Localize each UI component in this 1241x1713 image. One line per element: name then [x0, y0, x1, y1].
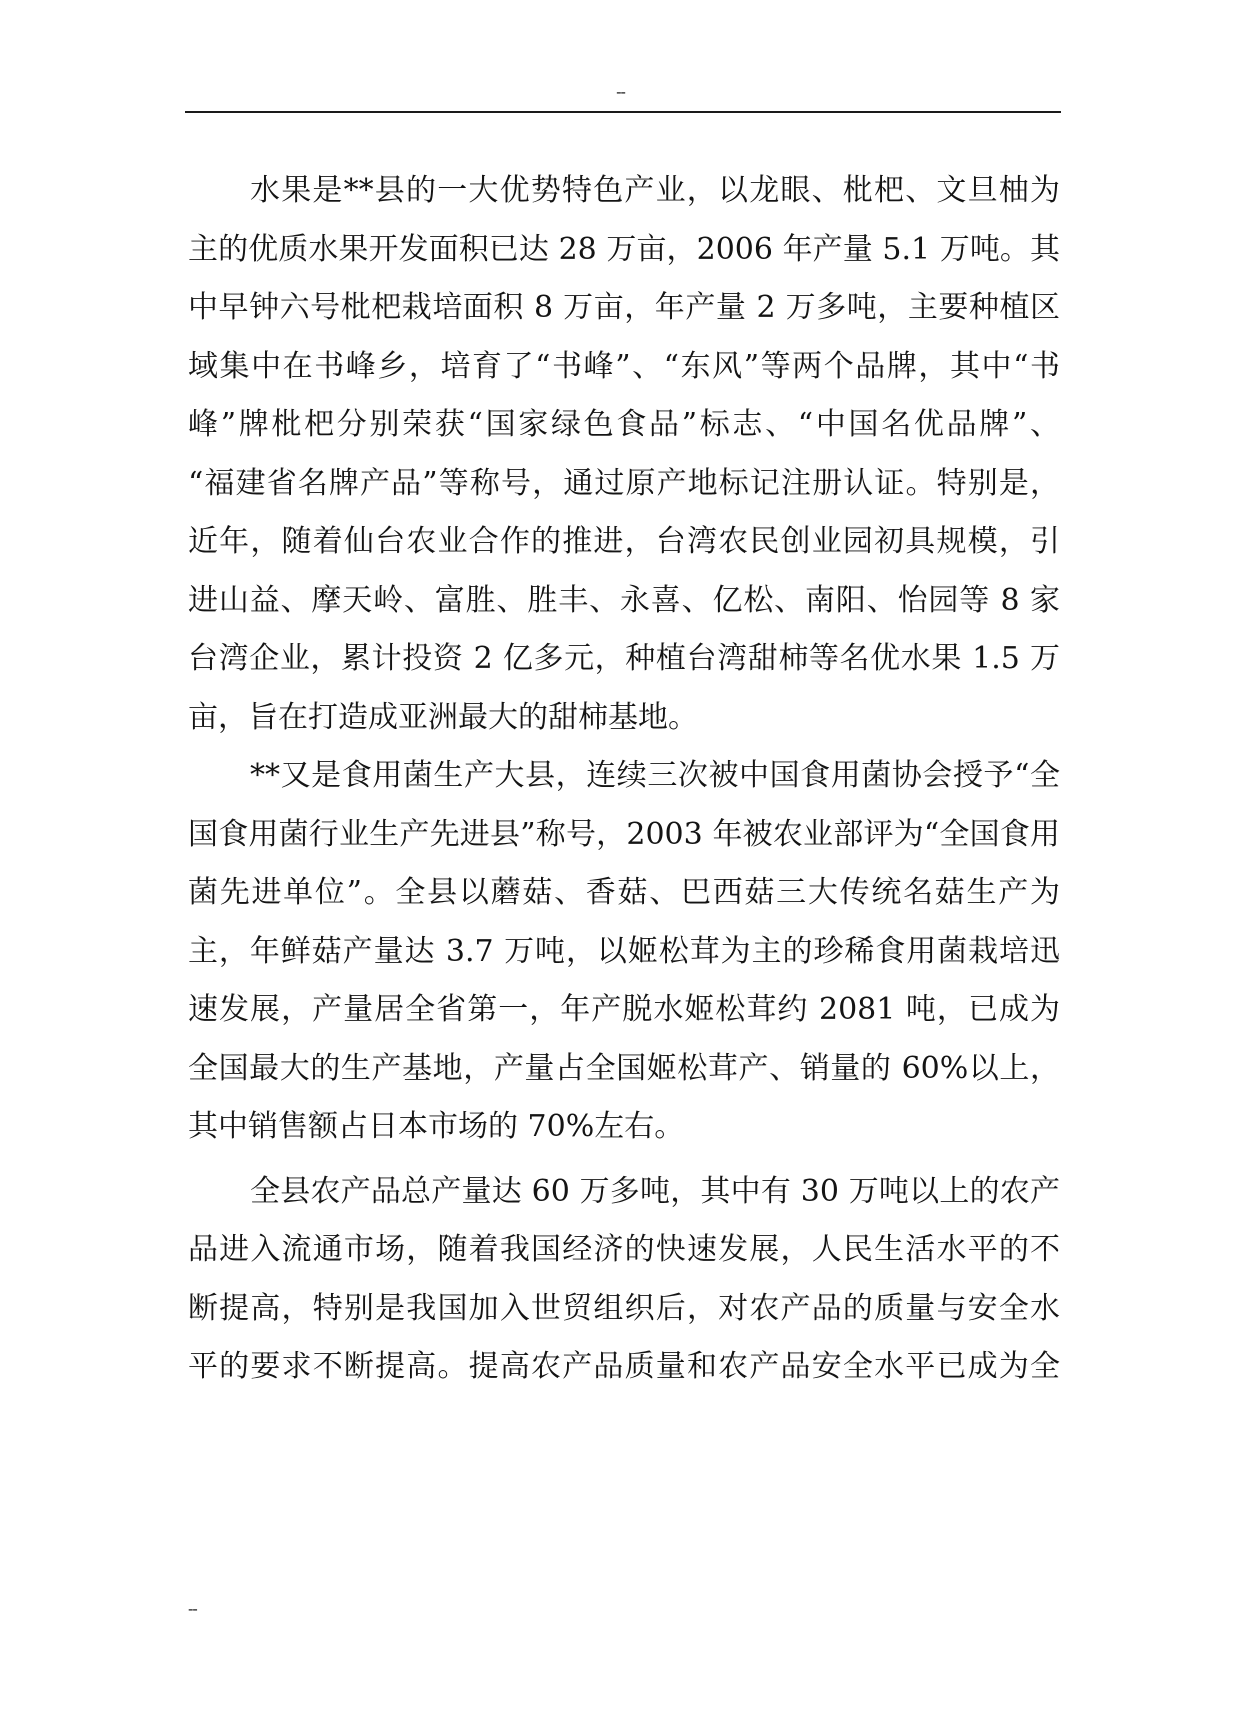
text-line: 进山益、摩天岭、富胜、胜丰、永喜、亿松、南阳、怡园等 8 家: [188, 582, 1060, 618]
text-line: 平的要求不断提高。提高农产品质量和农产品安全水平已成为全: [188, 1349, 1060, 1384]
paragraph-edible-fungi: [188, 747, 1060, 1157]
text-line: 峰”牌枇杷分别荣获“国家绿色食品”标志、“中国名优品牌”、: [188, 407, 1060, 442]
text-line: **又是食用菌生产大县，连续三次被中国食用菌协会授予“全: [250, 758, 1060, 793]
text-line: 台湾企业，累计投资 2 亿多元，种植台湾甜柿等名优水果 1.5 万: [188, 641, 1060, 676]
page-header-mark: --: [616, 82, 625, 101]
page-footer-mark: --: [188, 1599, 197, 1618]
text-line: 近年，随着仙台农业合作的推进，台湾农民创业园初具规模，引: [188, 524, 1060, 559]
text-line: 其中销售额占日本市场的 70%左右。: [188, 1109, 685, 1144]
header-divider: [185, 111, 1061, 113]
text-line: 主，年鲜菇产量达 3.7 万吨，以姬松茸为主的珍稀食用菌栽培迅: [188, 933, 1060, 969]
text-line: 水果是**县的一大优势特色产业，以龙眼、枇杷、文旦柚为: [250, 173, 1060, 208]
text-line: 菌先进单位”。全县以蘑菇、香菇、巴西菇三大传统名菇生产为: [188, 875, 1060, 910]
text-line: 主的优质水果开发面积已达 28 万亩，2006 年产量 5.1 万吨。其: [188, 231, 1060, 267]
text-line: 国食用菌行业生产先进县”称号，2003 年被农业部评为“全国食用: [188, 816, 1060, 852]
text-line: 品进入流通市场，随着我国经济的快速发展，人民生活水平的不: [188, 1232, 1060, 1267]
text-line: “福建省名牌产品”等称号，通过原产地标记注册认证。特别是，: [188, 465, 1060, 501]
text-line: 域集中在书峰乡，培育了“书峰”、“东风”等两个品牌，其中“书: [188, 348, 1060, 384]
text-line: 中早钟六号枇杷栽培面积 8 万亩，年产量 2 万多吨，主要种植区: [188, 290, 1060, 325]
paragraph-fruit-industry: [188, 162, 1060, 747]
text-line: 速发展，产量居全省第一，年产脱水姬松茸约 2081 吨，已成为: [188, 992, 1060, 1027]
text-line: 亩，旨在打造成亚洲最大的甜柿基地。: [188, 699, 698, 735]
paragraph-agricultural-output: [188, 1163, 1060, 1397]
document-body: [188, 162, 1060, 1397]
text-line: 全国最大的生产基地，产量占全国姬松茸产、销量的 60%以上，: [188, 1050, 1060, 1086]
text-line: 断提高，特别是我国加入世贸组织后，对农产品的质量与安全水: [188, 1290, 1060, 1326]
text-line: 全县农产品总产量达 60 万多吨，其中有 30 万吨以上的农产: [250, 1173, 1060, 1209]
